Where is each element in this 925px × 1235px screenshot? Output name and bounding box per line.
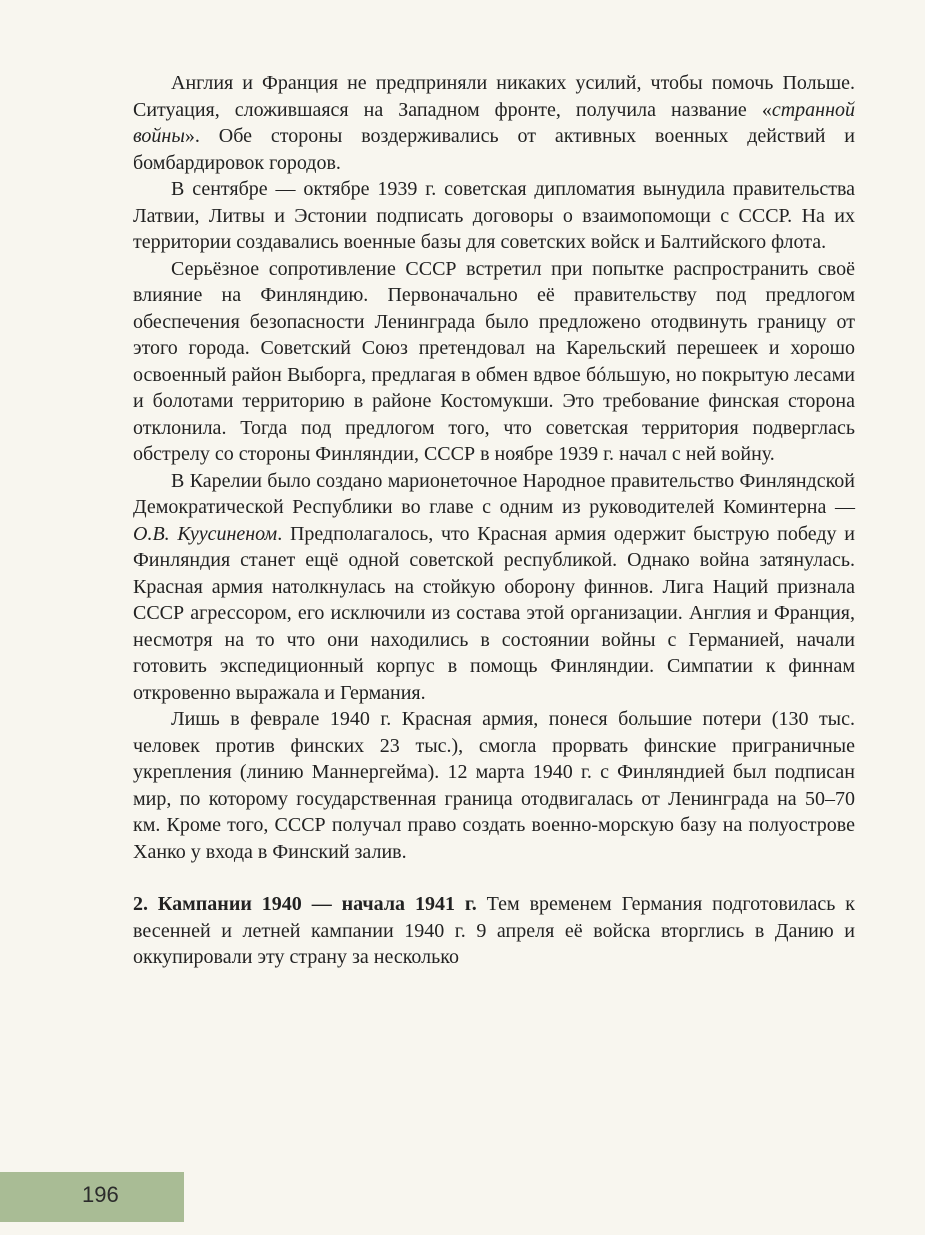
paragraph-text: В Карелии было создано марионеточное Народное правительство Финляндской Демократической Республики во главе с одним из руководителей Коминтерна —: [133, 469, 855, 518]
paragraph: [133, 70, 855, 176]
italic-term: странной войны: [133, 98, 855, 147]
paragraph: Лишь в феврале 1940 г. Красная армия, понеся большие потери (130 тыс. человек против финских 23 тыс.), смогла прорвать финские приграничные укрепления (линию Маннергейма). 12 марта 1940 г. с Финляндией был подписан мир, по которому государственная граница отодвигалась от Ленинграда на 50–70 км. Кроме того, СССР получал право создать военно-морскую базу на полуострове Ханко у входа в Финский залив.: [133, 708, 855, 863]
section-paragraph: [133, 891, 855, 971]
paragraph-text: Англия и Франция не предприняли никаких усилий, чтобы помочь Польше. Ситуация, сложившаяся на Западном фронте, получила название «: [133, 72, 855, 121]
paragraph-text: Тем временем Германия подготовилась к весенней и летней кампании 1940 г. 9 апреля её войска вторглись в Данию и оккупировали эту страну за несколько: [133, 893, 855, 968]
paragraph: В сентябре — октябре 1939 г. советская дипломатия вынудила правительства Латвии, Литвы и Эстонии подписать договоры о взаимопомощи с СССР. На их территории создавались военные базы для советских войск и Балтийского флота.: [133, 178, 855, 253]
body-text: [133, 70, 855, 971]
section-heading: 2. Кампании 1940 — начала 1941 г.: [133, 893, 477, 915]
page-number: 196: [82, 1182, 119, 1207]
italic-name: О.В. Куусиненом: [133, 522, 278, 545]
paragraph-text: . Предполагалось, что Красная армия одержит быструю победу и Финляндия станет ещё одной советской республикой. Однако война затянулась. Красная армия натолкнулась на стойкую оборону финнов. Лига Наций признала СССР агрессором, его исключили из состава этой организации. Англия и Франция, несмотря на то что они находились в состоянии войны с Германией, начали готовить экспедиционный корпус в помощь Финляндии. Симпатии к финнам откровенно выражала и Германия.: [133, 522, 855, 704]
paragraph-text: ». Обе стороны воздерживались от активных военных действий и бомбардировок городов.: [133, 125, 855, 174]
paragraph: Серьёзное сопротивление СССР встретил при попытке распространить своё влияние на Финляндию. Первоначально её правительству под предлогом обеспечения безопасности Ленинграда было предложено отодвинуть границу от этого города. Советский Союз претендовал на Карельский перешеек и хорошо освоенный район Выборга, предлагая в обмен вдвое бóльшую, но покрытую лесами и болотами территорию в районе Костомукши. Это требование финская сторона отклонила. Тогда под предлогом того, что советская территория подверглась обстрелу со стороны Финляндии, СССР в ноябре 1939 г. начал с ней войну.: [133, 257, 855, 465]
paragraph: [133, 468, 855, 707]
